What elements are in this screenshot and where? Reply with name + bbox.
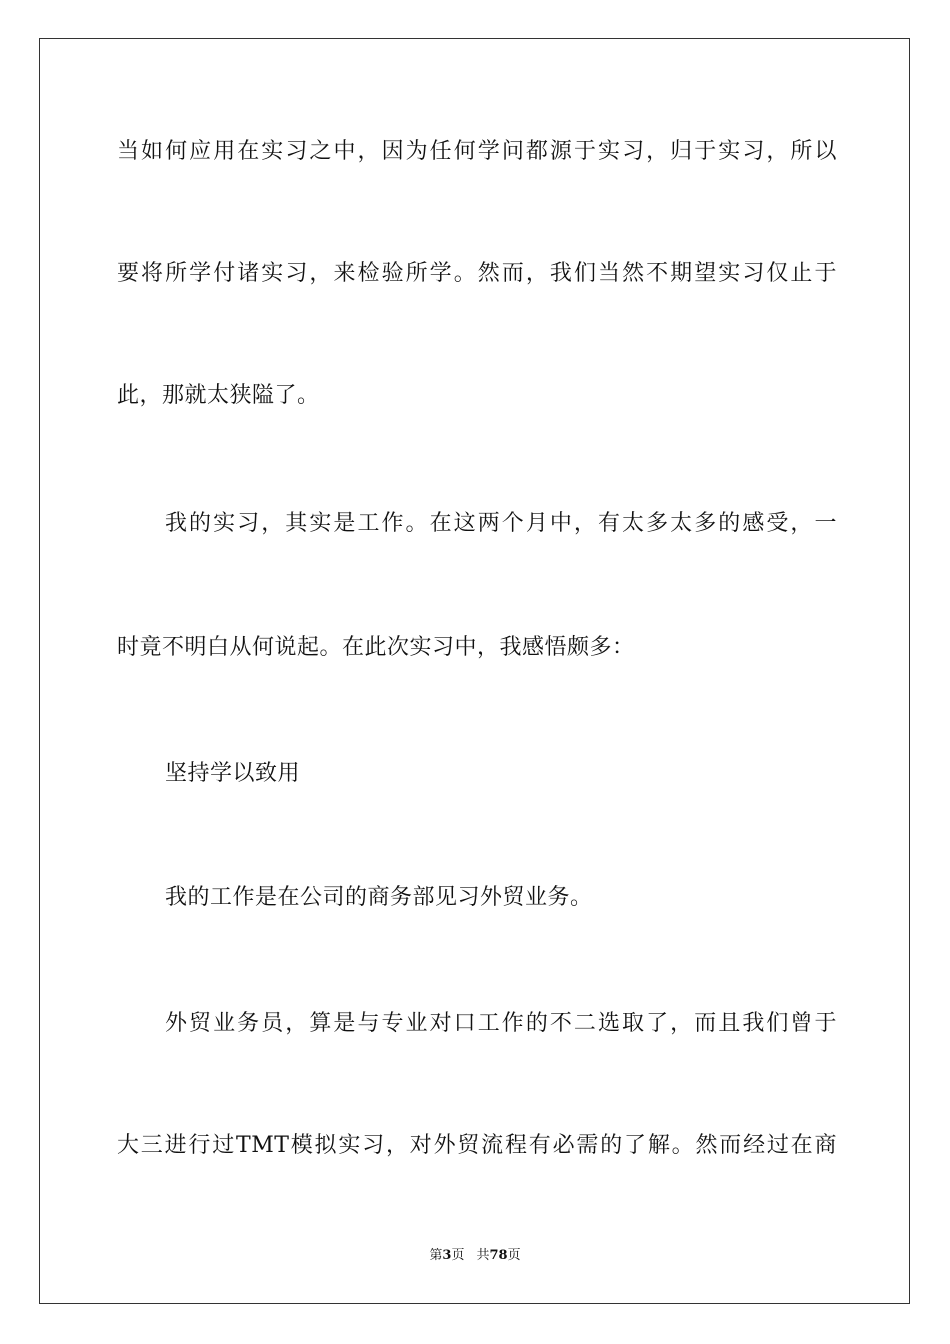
footer-total-pages: 78 [489, 1248, 508, 1263]
body-line-2: 要将所学付诸实习，来检验所学。然而，我们当然不期望实习仅止于 [117, 261, 837, 286]
body-line-7: 我的工作是在公司的商务部见习外贸业务。 [165, 885, 593, 910]
section-heading: 坚持学以致用 [165, 761, 301, 786]
body-line-8: 外贸业务员，算是与专业对口工作的不二选取了，而且我们曾于 [165, 1011, 837, 1036]
footer-page-prefix: 第 [429, 1248, 443, 1263]
page-footer [0, 1247, 950, 1265]
footer-page-suffix: 页 [451, 1248, 465, 1263]
footer-page-number: 3 [442, 1248, 452, 1263]
page-border [39, 38, 910, 1304]
body-line-5: 时竟不明白从何说起。在此次实习中，我感悟颇多： [117, 635, 635, 660]
body-line-9: 大三进行过TMT模拟实习，对外贸流程有必需的了解。然而经过在商 [117, 1133, 837, 1158]
body-line-3: 此，那就太狭隘了。 [117, 383, 320, 408]
footer-total-suffix: 页 [507, 1248, 521, 1263]
body-line-1: 当如何应用在实习之中，因为任何学问都源于实习，归于实习，所以 [117, 139, 837, 164]
body-line-4: 我的实习，其实是工作。在这两个月中，有太多太多的感受，一 [165, 511, 837, 536]
footer-total-prefix: 共 [476, 1248, 490, 1263]
